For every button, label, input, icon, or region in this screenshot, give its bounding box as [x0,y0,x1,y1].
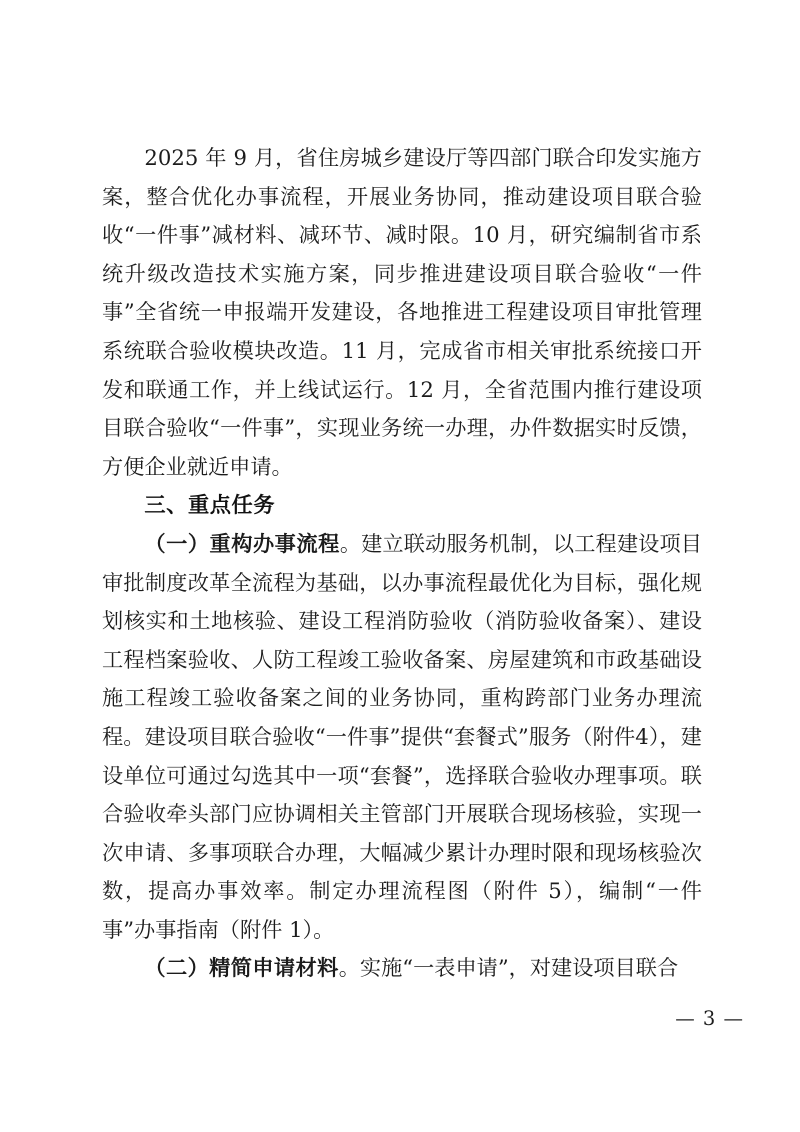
subsection-1-body: 。建立联动服务机制，以工程建设项目审批制度改革全流程为基础，以办事流程最优化为目标，强化规划核实和土地核验、建设工程消防验收（消防验收备案）、建设工程档案验收、人防工程竣工验收备案、房屋建筑和市政基础设施工程竣工验收备案之间的业务协同，重构跨部门业务办理流程。建设项目联合验收“一件事”提供“套餐式”服务（附件4），建设单位可通过勾选其中一项“套餐”，选择联合验收办理事项。联合验收牵头部门应协调相关主管部门开展联合现场核验，实现一次申请、多事项联合办理，大幅减少累计办理时限和现场核验次数，提高办事效率。制定办理流程图（附件 5），编制“一件事”办事指南（附件 1）。 [102,530,702,942]
document-text-column [102,139,702,988]
paragraph-timeline: 2025 年 9 月，省住房城乡建设厅等四部门联合印发实施方案，整合优化办事流程，开展业务协同，推动建设项目联合验收“一件事”减材料、减环节、减时限。10 月，研究编制省市系统升级改造技术实施方案，同步推进建设项目联合验收“一件事”全省统一申报端开发建设，各地推进工程建设项目审批管理系统联合验收模块改造。11 月，完成省市相关审批系统接口开发和联通工作，并上线试运行。12 月，全省范围内推行建设项目联合验收“一件事”，实现业务统一办理，办件数据实时反馈，方便企业就近申请。 [102,145,702,479]
page-number-footer: — 3 — [675,1007,744,1030]
section-heading-key-tasks: 三、重点任务 [144,492,276,518]
subsection-2-body: 。实施“一表申请”，对建设项目联合 [338,955,679,981]
paragraph-subsection-2 [102,949,702,988]
paragraph-subsection-1 [102,525,702,950]
subsection-2-lead: （二）精简申请材料 [144,955,339,981]
subsection-1-lead: （一）重构办事流程 [144,530,340,556]
